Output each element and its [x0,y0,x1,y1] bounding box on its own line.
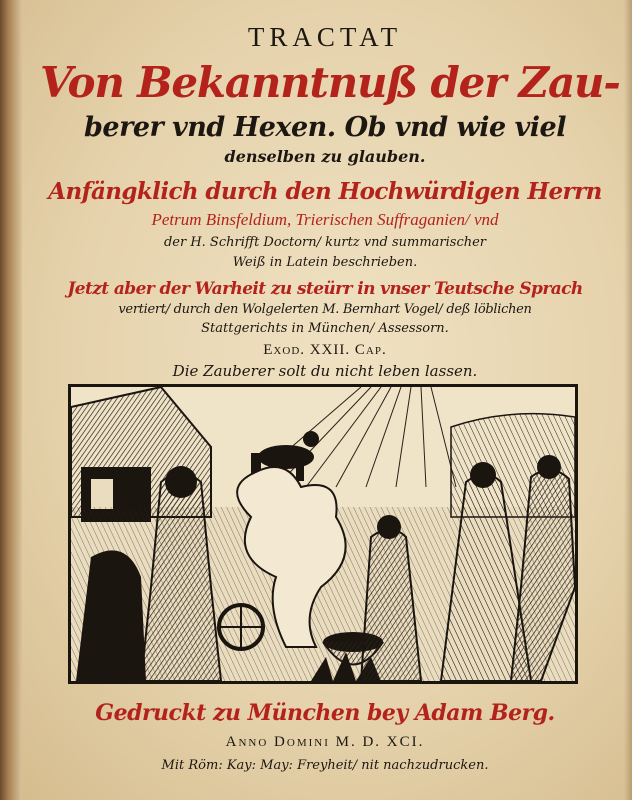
title-line-2: berer vnd Hexen. Ob vnd wie viel [84,112,566,143]
translator-line-3: Stattgerichts in München/ Assessorn. [201,321,449,336]
translator-line-2: vertiert/ durch den Wolgelerten M. Bernhart Vogel/ deß löblichen [118,302,532,317]
privilege-line: Mit Röm: Kay: May: Freyheit/ nit nachzudrucken. [161,758,489,773]
title-line-3: denselben zu glauben. [224,147,426,166]
heading-tractat: TRACTAT [247,22,403,52]
translator-line-1: Jetzt aber der Warheit zu steürr in vnser Teutsche Sprach [67,279,583,299]
author-line-2: Petrum Binsfeldium, Trierischen Suffraganien/ vnd [151,210,499,229]
scripture-quote: Die Zauberer solt du nicht leben lassen. [172,362,478,380]
author-line-1: Anfängklich durch den Hochwürdigen Herrn [48,178,602,205]
witchcraft-woodcut [68,384,578,684]
imprint-line: Gedruckt zu München bey Adam Berg. [95,700,555,726]
title-line-1: Von Bekanntnuß der Zau- [40,58,620,107]
scripture-reference: Exod. XXII. Cap. [263,342,387,358]
book-gutter [0,0,22,800]
author-line-3: der H. Schrifft Doctorn/ kurtz vnd summarischer [163,235,487,250]
page-edge [624,0,632,800]
woodcut-illustration [71,387,575,681]
author-line-4: Weiß in Latein beschrieben. [232,255,418,270]
year-line: Anno Domini M. D. XCI. [225,734,425,750]
